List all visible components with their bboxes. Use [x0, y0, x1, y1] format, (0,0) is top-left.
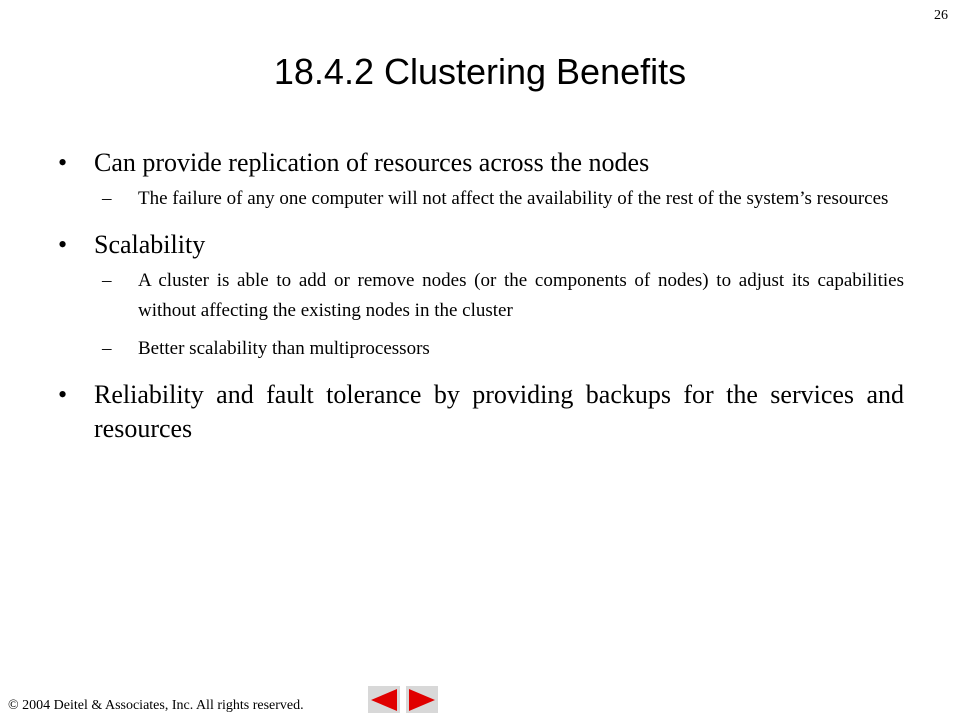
arrow-left-icon: [371, 689, 397, 711]
copyright-text: 2004 Deitel & Associates, Inc. All rights reserved.: [18, 698, 304, 713]
next-slide-button[interactable]: [406, 686, 438, 713]
slide-content: [58, 146, 904, 450]
bullet-text: Scalability: [94, 230, 206, 259]
sub-bullet-item: [102, 334, 904, 364]
bullet-mark: •: [58, 148, 68, 177]
bullet-mark: •: [58, 230, 68, 259]
sub-bullet-text: Better scalability than multiprocessors: [138, 338, 430, 359]
sub-bullet-item: [102, 184, 904, 214]
bullet-text: Can provide replication of resources across the nodes: [94, 148, 650, 177]
bullet-text: Reliability and fault tolerance by providing backups for the services and resources: [94, 380, 904, 443]
arrow-right-icon: [409, 689, 435, 711]
sub-bullet-mark: –: [102, 188, 112, 209]
sub-bullet-text: A cluster is able to add or remove nodes (or the components of nodes) to adjust its capabilities without affecting the existing nodes in the cluster: [138, 270, 904, 321]
sub-bullet-text: The failure of any one computer will not affect the availability of the rest of the system’s resources: [138, 188, 889, 209]
page-number: 26: [934, 8, 948, 23]
sub-bullet-mark: –: [102, 270, 112, 291]
bullet-item: [58, 146, 904, 180]
sub-bullet-mark: –: [102, 338, 112, 359]
sub-bullet-item: [102, 266, 904, 326]
slide-title: 18.4.2 Clustering Benefits: [273, 51, 687, 92]
bullet-mark: •: [58, 380, 68, 409]
copyright-footer: [8, 697, 304, 715]
previous-slide-button[interactable]: [368, 686, 400, 713]
copyright-icon: ©: [8, 698, 19, 713]
bullet-item: [58, 228, 904, 262]
bullet-item: [58, 378, 904, 446]
